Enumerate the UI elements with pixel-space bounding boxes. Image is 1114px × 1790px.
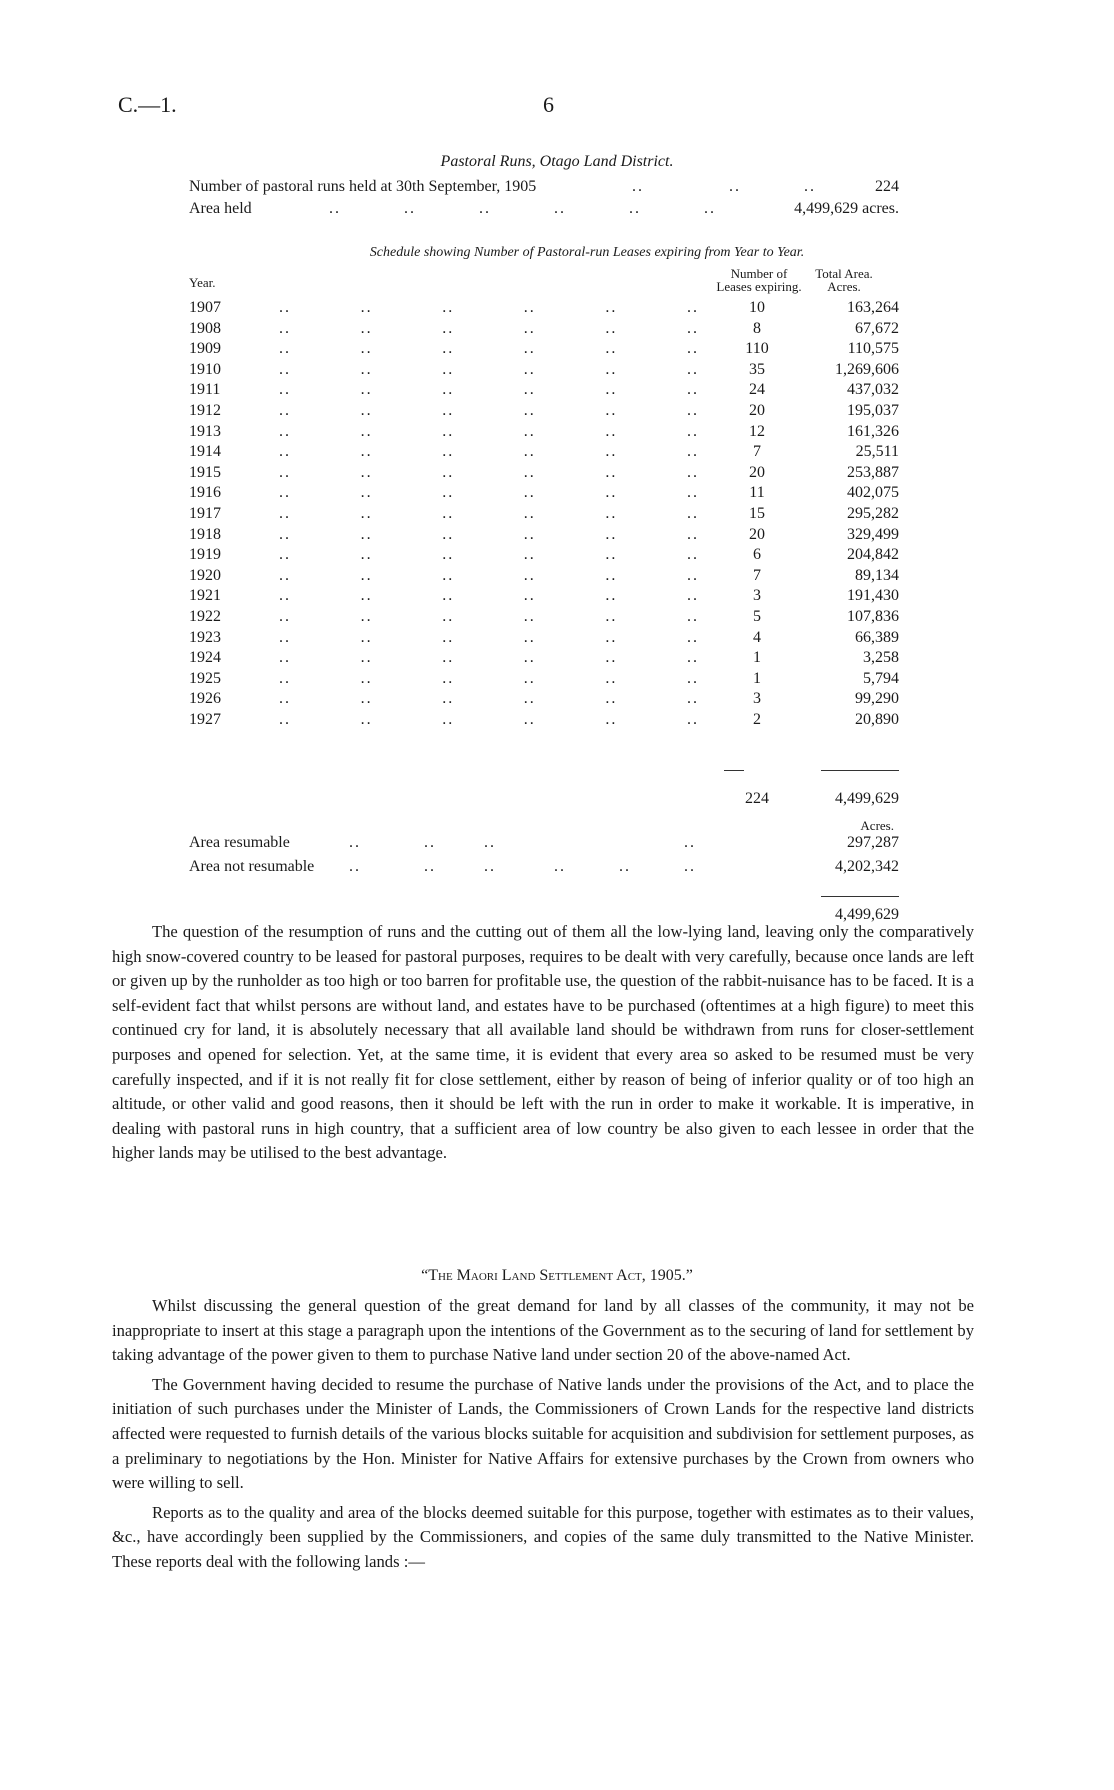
total-area: 4,499,629: [835, 790, 899, 807]
leader-dots: ..: [605, 504, 618, 522]
leader-dots: ..: [279, 628, 291, 646]
leader: [279, 298, 699, 318]
leader-dots: ..: [554, 200, 566, 217]
cell-leases: 110: [745, 340, 769, 358]
table-row: [189, 525, 899, 546]
maori-act-body: [112, 1294, 974, 1575]
page-number: 6: [543, 92, 554, 117]
leader-dots: ..: [279, 360, 291, 378]
summary-row-area: [189, 200, 899, 222]
leader-dots: ..: [523, 649, 536, 667]
cell-year: 1912: [189, 401, 221, 419]
leader-dots: ..: [686, 484, 699, 502]
leader-dots: ..: [279, 649, 291, 667]
summary-label: Area held: [189, 200, 252, 217]
cell-area: 204,842: [847, 546, 899, 564]
leader-dots: ..: [523, 463, 536, 481]
leader-dots: ..: [360, 381, 373, 399]
leader-dots: ..: [605, 607, 618, 625]
leader-dots: ..: [686, 690, 699, 708]
cell-area: 110,575: [847, 340, 899, 358]
table-row: [189, 504, 899, 525]
leader-dots: ..: [442, 525, 455, 543]
cell-leases: 4: [753, 628, 761, 646]
header-line: Acres.: [827, 279, 861, 294]
table-row: [189, 545, 899, 566]
leader: [279, 401, 699, 421]
leader-dots: ..: [605, 360, 618, 378]
cell-year: 1927: [189, 710, 221, 728]
section-title-pastoral-runs: Pastoral Runs, Otago Land District.: [440, 153, 674, 170]
total-rule-area: [821, 770, 899, 771]
paragraph: The Government having decided to resume the purchase of Native lands under the provisions of the Act, and to place the initiation of such purchases under the Minister of Lands, the Commissioners of Crown Lands for the respective land districts affected were requested to furnish details of the various blocks suitable for acquisition and subdivision for settlement purposes, as a preliminary to negotiations by the Hon. Minister for Native Affairs for extensive purchases by the Crown from owners who were willing to sell.: [112, 1374, 974, 1493]
column-header-year: Year.: [189, 275, 216, 290]
leader-dots: ..: [442, 504, 455, 522]
leader-dots: ..: [523, 484, 536, 502]
leader-dots: ..: [523, 422, 536, 440]
leader-dots: ..: [605, 299, 618, 316]
leader-dots: ..: [442, 484, 455, 502]
leader-dots: ..: [686, 443, 699, 461]
leader-dots: ..: [605, 401, 618, 419]
leader-dots: ..: [523, 690, 536, 708]
cell-area: 5,794: [863, 669, 899, 687]
leader-dots: ..: [442, 710, 455, 728]
cell-year: 1919: [189, 546, 221, 564]
cell-year: 1921: [189, 587, 221, 605]
leader-dots: ..: [605, 628, 618, 646]
table-row: [189, 628, 899, 649]
table-row: [189, 298, 899, 319]
leader-dots: ..: [279, 525, 291, 543]
leader-dots: ..: [523, 525, 536, 543]
leader-dots: ..: [605, 381, 618, 399]
area-row-resumable: [189, 834, 899, 856]
cell-leases: 15: [749, 504, 765, 522]
cell-year: 1909: [189, 340, 221, 358]
leader-dots: ..: [605, 422, 618, 440]
cell-area: 191,430: [847, 587, 899, 605]
cell-leases: 20: [749, 525, 765, 543]
leader-dots: ..: [686, 504, 699, 522]
cell-leases: 2: [753, 710, 761, 728]
table-row: [189, 442, 899, 463]
table-row: [189, 607, 899, 628]
leader: [279, 628, 699, 648]
cell-area: 329,499: [847, 525, 899, 543]
leader-dots: ..: [686, 463, 699, 481]
leader-dots: ..: [605, 710, 618, 728]
leader-dots: ..: [279, 443, 291, 461]
acres-unit-label: Acres.: [860, 818, 894, 833]
leader-dots: ..: [686, 628, 699, 646]
leader-dots: ..: [605, 319, 618, 337]
cell-area: 437,032: [847, 381, 899, 399]
leader-dots: ..: [360, 649, 373, 667]
leader-dots: ..: [279, 340, 291, 358]
leader-dots: ..: [523, 566, 536, 584]
table-row: [189, 689, 899, 710]
leader-dots: ..: [360, 319, 373, 337]
total-rule-leases: [724, 770, 744, 771]
leader-dots: ..: [442, 566, 455, 584]
paragraph-resumption: [112, 920, 974, 1166]
cell-year: 1908: [189, 319, 221, 337]
cell-year: 1915: [189, 463, 221, 481]
leader-dots: ..: [605, 690, 618, 708]
leader-dots: ..: [279, 504, 291, 522]
leader-dots: ..: [349, 858, 361, 875]
table-row: [189, 566, 899, 587]
cell-area: 25,511: [855, 443, 899, 461]
leader-dots: ..: [360, 401, 373, 419]
cell-area: 99,290: [855, 690, 899, 708]
leader-dots: ..: [686, 340, 699, 358]
leader-dots: ..: [523, 443, 536, 461]
leader-dots: ..: [279, 690, 291, 708]
area-total: 4,499,629: [835, 906, 899, 923]
leader: [279, 422, 699, 442]
leader-dots: ..: [279, 546, 291, 564]
leader-dots: ..: [279, 401, 291, 419]
leader-dots: ..: [523, 628, 536, 646]
leader-dots: ..: [442, 690, 455, 708]
summary-value: 4,499,629 acres.: [794, 200, 899, 217]
leader-dots: ..: [360, 484, 373, 502]
table-header: [189, 266, 899, 298]
cell-leases: 24: [749, 381, 765, 399]
leader-dots: ..: [686, 607, 699, 625]
table-row: [189, 401, 899, 422]
cell-leases: 20: [749, 463, 765, 481]
leader-dots: ..: [442, 360, 455, 378]
column-header-area: [789, 267, 899, 293]
leader-dots: ..: [360, 525, 373, 543]
leader-dots: ..: [619, 858, 631, 875]
cell-area: 163,264: [847, 299, 899, 316]
cell-year: 1924: [189, 649, 221, 667]
leader-dots: ..: [804, 178, 816, 195]
leader-dots: ..: [279, 484, 291, 502]
area-value: 297,287: [847, 834, 899, 851]
leader: [279, 545, 699, 565]
table-row: [189, 483, 899, 504]
leader-dots: ..: [684, 834, 696, 851]
cell-leases: 7: [753, 443, 761, 461]
cell-area: 1,269,606: [835, 360, 899, 378]
leader-dots: ..: [360, 504, 373, 522]
leader-dots: ..: [729, 178, 741, 195]
table-body: [189, 298, 899, 730]
cell-area: 402,075: [847, 484, 899, 502]
leader-dots: ..: [523, 504, 536, 522]
document-reference: C.—1.: [118, 92, 177, 117]
cell-year: 1916: [189, 484, 221, 502]
table-row: [189, 463, 899, 484]
leader-dots: ..: [479, 200, 491, 217]
leader-dots: ..: [704, 200, 716, 217]
schedule-title: Schedule showing Number of Pastoral-run Leases expiring from Year to Year.: [369, 245, 805, 260]
leader-dots: ..: [442, 299, 455, 316]
leader-dots: ..: [605, 566, 618, 584]
leader-dots: ..: [484, 858, 496, 875]
leader-dots: ..: [684, 858, 696, 875]
table-row: [189, 710, 899, 731]
table-row: [189, 360, 899, 381]
leader: [279, 442, 699, 462]
cell-area: 253,887: [847, 463, 899, 481]
leader-dots: ..: [523, 710, 536, 728]
leader-dots: ..: [424, 858, 436, 875]
leader-dots: ..: [605, 443, 618, 461]
leader-dots: ..: [360, 710, 373, 728]
cell-leases: 5: [753, 607, 761, 625]
leader-dots: ..: [686, 401, 699, 419]
cell-area: 295,282: [847, 504, 899, 522]
leader: [279, 607, 699, 627]
pastoral-summary: [189, 178, 899, 222]
leader-dots: ..: [523, 381, 536, 399]
cell-area: 161,326: [847, 422, 899, 440]
paragraph: The question of the resumption of runs and the cutting out of them all the low-lying land, leaving only the comparatively high snow-covered country to be leased for pastoral purposes, requires to be dealt with very carefully, because once lands are left or given up by the runholder as too high or too barren for profitable use, the question of the rabbit-nuisance has to be faced. It is a self-evident fact that whilst persons are without land, and estates have to be purchased (oftentimes at a high figure) to meet this continued cry for land, it is absolutely necessary that all available land should be withdrawn from runs for closer-settlement purposes and opened for selection. Yet, at the same time, it is evident that every area so asked to be resumed must be very carefully inspected, and if it is not really fit for close settlement, either by reason of being of inferior quality or of too high an altitude, or other valid and good reasons, then it should be left with the run in order to make it workable. It is imperative, in dealing with pastoral runs in high country, that a sufficient area of low country be also given to each lessee in order that the higher lands may be utilised to the best advantage.: [112, 922, 974, 1163]
leader-dots: ..: [442, 319, 455, 337]
leader-dots: ..: [484, 834, 496, 851]
leader-dots: ..: [360, 546, 373, 564]
leader-dots: ..: [442, 422, 455, 440]
leader-dots: ..: [360, 443, 373, 461]
cell-area: 20,890: [855, 710, 899, 728]
leader-dots: ..: [686, 566, 699, 584]
leader: [279, 648, 699, 668]
cell-leases: 8: [753, 319, 761, 337]
table-row: [189, 339, 899, 360]
leader-dots: ..: [279, 669, 291, 687]
cell-leases: 12: [749, 422, 765, 440]
leader-dots: ..: [442, 463, 455, 481]
cell-year: 1914: [189, 443, 221, 461]
leader-dots: ..: [360, 607, 373, 625]
cell-year: 1923: [189, 628, 221, 646]
leader-dots: ..: [523, 401, 536, 419]
cell-year: 1926: [189, 690, 221, 708]
leader-dots: ..: [442, 546, 455, 564]
leader-dots: ..: [523, 546, 536, 564]
header-line: Total Area.: [815, 266, 873, 281]
area-total-rule: [821, 896, 899, 897]
leader-dots: ..: [605, 546, 618, 564]
leader-dots: ..: [329, 200, 341, 217]
leader-dots: ..: [404, 200, 416, 217]
leader-dots: ..: [523, 607, 536, 625]
leader-dots: ..: [279, 587, 291, 605]
leader-dots: ..: [442, 607, 455, 625]
leader-dots: ..: [360, 340, 373, 358]
leader-dots: ..: [686, 525, 699, 543]
table-row: [189, 422, 899, 443]
header-line: Leases expiring.: [716, 279, 802, 294]
cell-year: 1918: [189, 525, 221, 543]
cell-leases: 7: [753, 566, 761, 584]
leader-dots: ..: [686, 669, 699, 687]
leader: [279, 525, 699, 545]
leader-dots: ..: [360, 422, 373, 440]
leader-dots: ..: [523, 587, 536, 605]
leader: [279, 319, 699, 339]
leader-dots: ..: [686, 381, 699, 399]
leader: [279, 483, 699, 503]
leader: [279, 463, 699, 483]
leader-dots: ..: [523, 669, 536, 687]
header-line: Number of: [730, 266, 788, 281]
cell-area: 89,134: [855, 566, 899, 584]
leader-dots: ..: [605, 340, 618, 358]
total-leases: 224: [745, 790, 769, 807]
cell-leases: 20: [749, 401, 765, 419]
leader-dots: ..: [605, 463, 618, 481]
cell-area: 107,836: [847, 607, 899, 625]
leader-dots: ..: [442, 340, 455, 358]
leader-dots: ..: [686, 360, 699, 378]
cell-leases: 1: [753, 669, 761, 687]
leader-dots: ..: [605, 587, 618, 605]
leader-dots: ..: [523, 299, 536, 316]
leader-dots: ..: [629, 200, 641, 217]
leader-dots: ..: [442, 649, 455, 667]
leader-dots: ..: [424, 834, 436, 851]
leader-dots: ..: [442, 669, 455, 687]
leader-dots: ..: [523, 360, 536, 378]
leader-dots: ..: [279, 299, 291, 316]
cell-year: 1911: [189, 381, 221, 399]
leader-dots: ..: [279, 463, 291, 481]
leader-dots: ..: [279, 381, 291, 399]
leader: [279, 710, 699, 730]
cell-area: 66,389: [855, 628, 899, 646]
leader-dots: ..: [442, 401, 455, 419]
paragraph: Whilst discussing the general question of the great demand for land by all classes of the community, it may not be inappropriate to insert at this stage a paragraph upon the intentions of the Government as to the securing of land for settlement by taking advantage of the power given to them to purchase Native land under section 20 of the above-named Act.: [112, 1296, 974, 1365]
area-row-not-resumable: [189, 858, 899, 880]
leader-dots: ..: [279, 319, 291, 337]
cell-year: 1907: [189, 299, 221, 316]
section-title-maori-act: “The Maori Land Settlement Act, 1905.”: [421, 1267, 693, 1284]
leader-dots: ..: [686, 587, 699, 605]
leader: [279, 689, 699, 709]
leader-dots: ..: [360, 669, 373, 687]
leader-dots: ..: [360, 566, 373, 584]
cell-year: 1925: [189, 669, 221, 687]
cell-area: 3,258: [863, 649, 899, 667]
summary-row-runs: [189, 178, 899, 200]
cell-year: 1917: [189, 504, 221, 522]
area-value: 4,202,342: [835, 858, 899, 875]
leader-dots: ..: [523, 319, 536, 337]
leader-dots: ..: [349, 834, 361, 851]
leader-dots: ..: [686, 319, 699, 337]
table-row: [189, 380, 899, 401]
cell-leases: 1: [753, 649, 761, 667]
table-row: [189, 586, 899, 607]
summary-label: Number of pastoral runs held at 30th September, 1905: [189, 178, 537, 195]
area-label: Area not resumable: [189, 858, 315, 875]
cell-area: 67,672: [855, 319, 899, 337]
leader-dots: ..: [605, 484, 618, 502]
leader-dots: ..: [686, 649, 699, 667]
leader-dots: ..: [360, 299, 373, 316]
table-row: [189, 319, 899, 340]
cell-year: 1920: [189, 566, 221, 584]
leader-dots: ..: [442, 587, 455, 605]
area-label: Area resumable: [189, 834, 290, 851]
leader-dots: ..: [442, 443, 455, 461]
leader-dots: ..: [279, 607, 291, 625]
cell-leases: 10: [749, 299, 765, 316]
leader-dots: ..: [279, 422, 291, 440]
leader-dots: ..: [442, 381, 455, 399]
leader-dots: ..: [279, 710, 291, 728]
cell-year: 1910: [189, 360, 221, 378]
leader-dots: ..: [605, 669, 618, 687]
cell-leases: 35: [749, 360, 765, 378]
cell-year: 1922: [189, 607, 221, 625]
cell-leases: 6: [753, 546, 761, 564]
leader-dots: ..: [442, 628, 455, 646]
cell-leases: 11: [749, 484, 765, 502]
cell-leases: 3: [753, 587, 761, 605]
leader-dots: ..: [360, 587, 373, 605]
table-row: [189, 669, 899, 690]
lease-schedule-table: [189, 266, 899, 807]
leader-dots: ..: [605, 649, 618, 667]
leader-dots: ..: [360, 690, 373, 708]
leader-dots: ..: [686, 710, 699, 728]
leader-dots: ..: [686, 299, 699, 316]
cell-area: 195,037: [847, 401, 899, 419]
leader-dots: ..: [554, 858, 566, 875]
leader: [279, 380, 699, 400]
leader-dots: ..: [686, 546, 699, 564]
leader: [279, 669, 699, 689]
leader-dots: ..: [605, 525, 618, 543]
leader-dots: ..: [523, 340, 536, 358]
leader: [279, 504, 699, 524]
paragraph: Reports as to the quality and area of the blocks deemed suitable for this purpose, together with estimates as to their values, &c., have accordingly been supplied by the Commissioners, and copies of the same duly transmitted to the Native Minister. These reports deal with the following lands :—: [112, 1502, 974, 1571]
leader: [279, 360, 699, 380]
cell-leases: 3: [753, 690, 761, 708]
page-header: [118, 92, 996, 122]
table-row: [189, 648, 899, 669]
leader: [279, 586, 699, 606]
summary-value: 224: [875, 178, 899, 195]
leader-dots: ..: [360, 360, 373, 378]
leader-dots: ..: [360, 463, 373, 481]
cell-year: 1913: [189, 422, 221, 440]
leader: [279, 566, 699, 586]
leader-dots: ..: [279, 566, 291, 584]
leader: [279, 339, 699, 359]
leader-dots: ..: [686, 422, 699, 440]
leader-dots: ..: [360, 628, 373, 646]
leader-dots: ..: [632, 178, 644, 195]
